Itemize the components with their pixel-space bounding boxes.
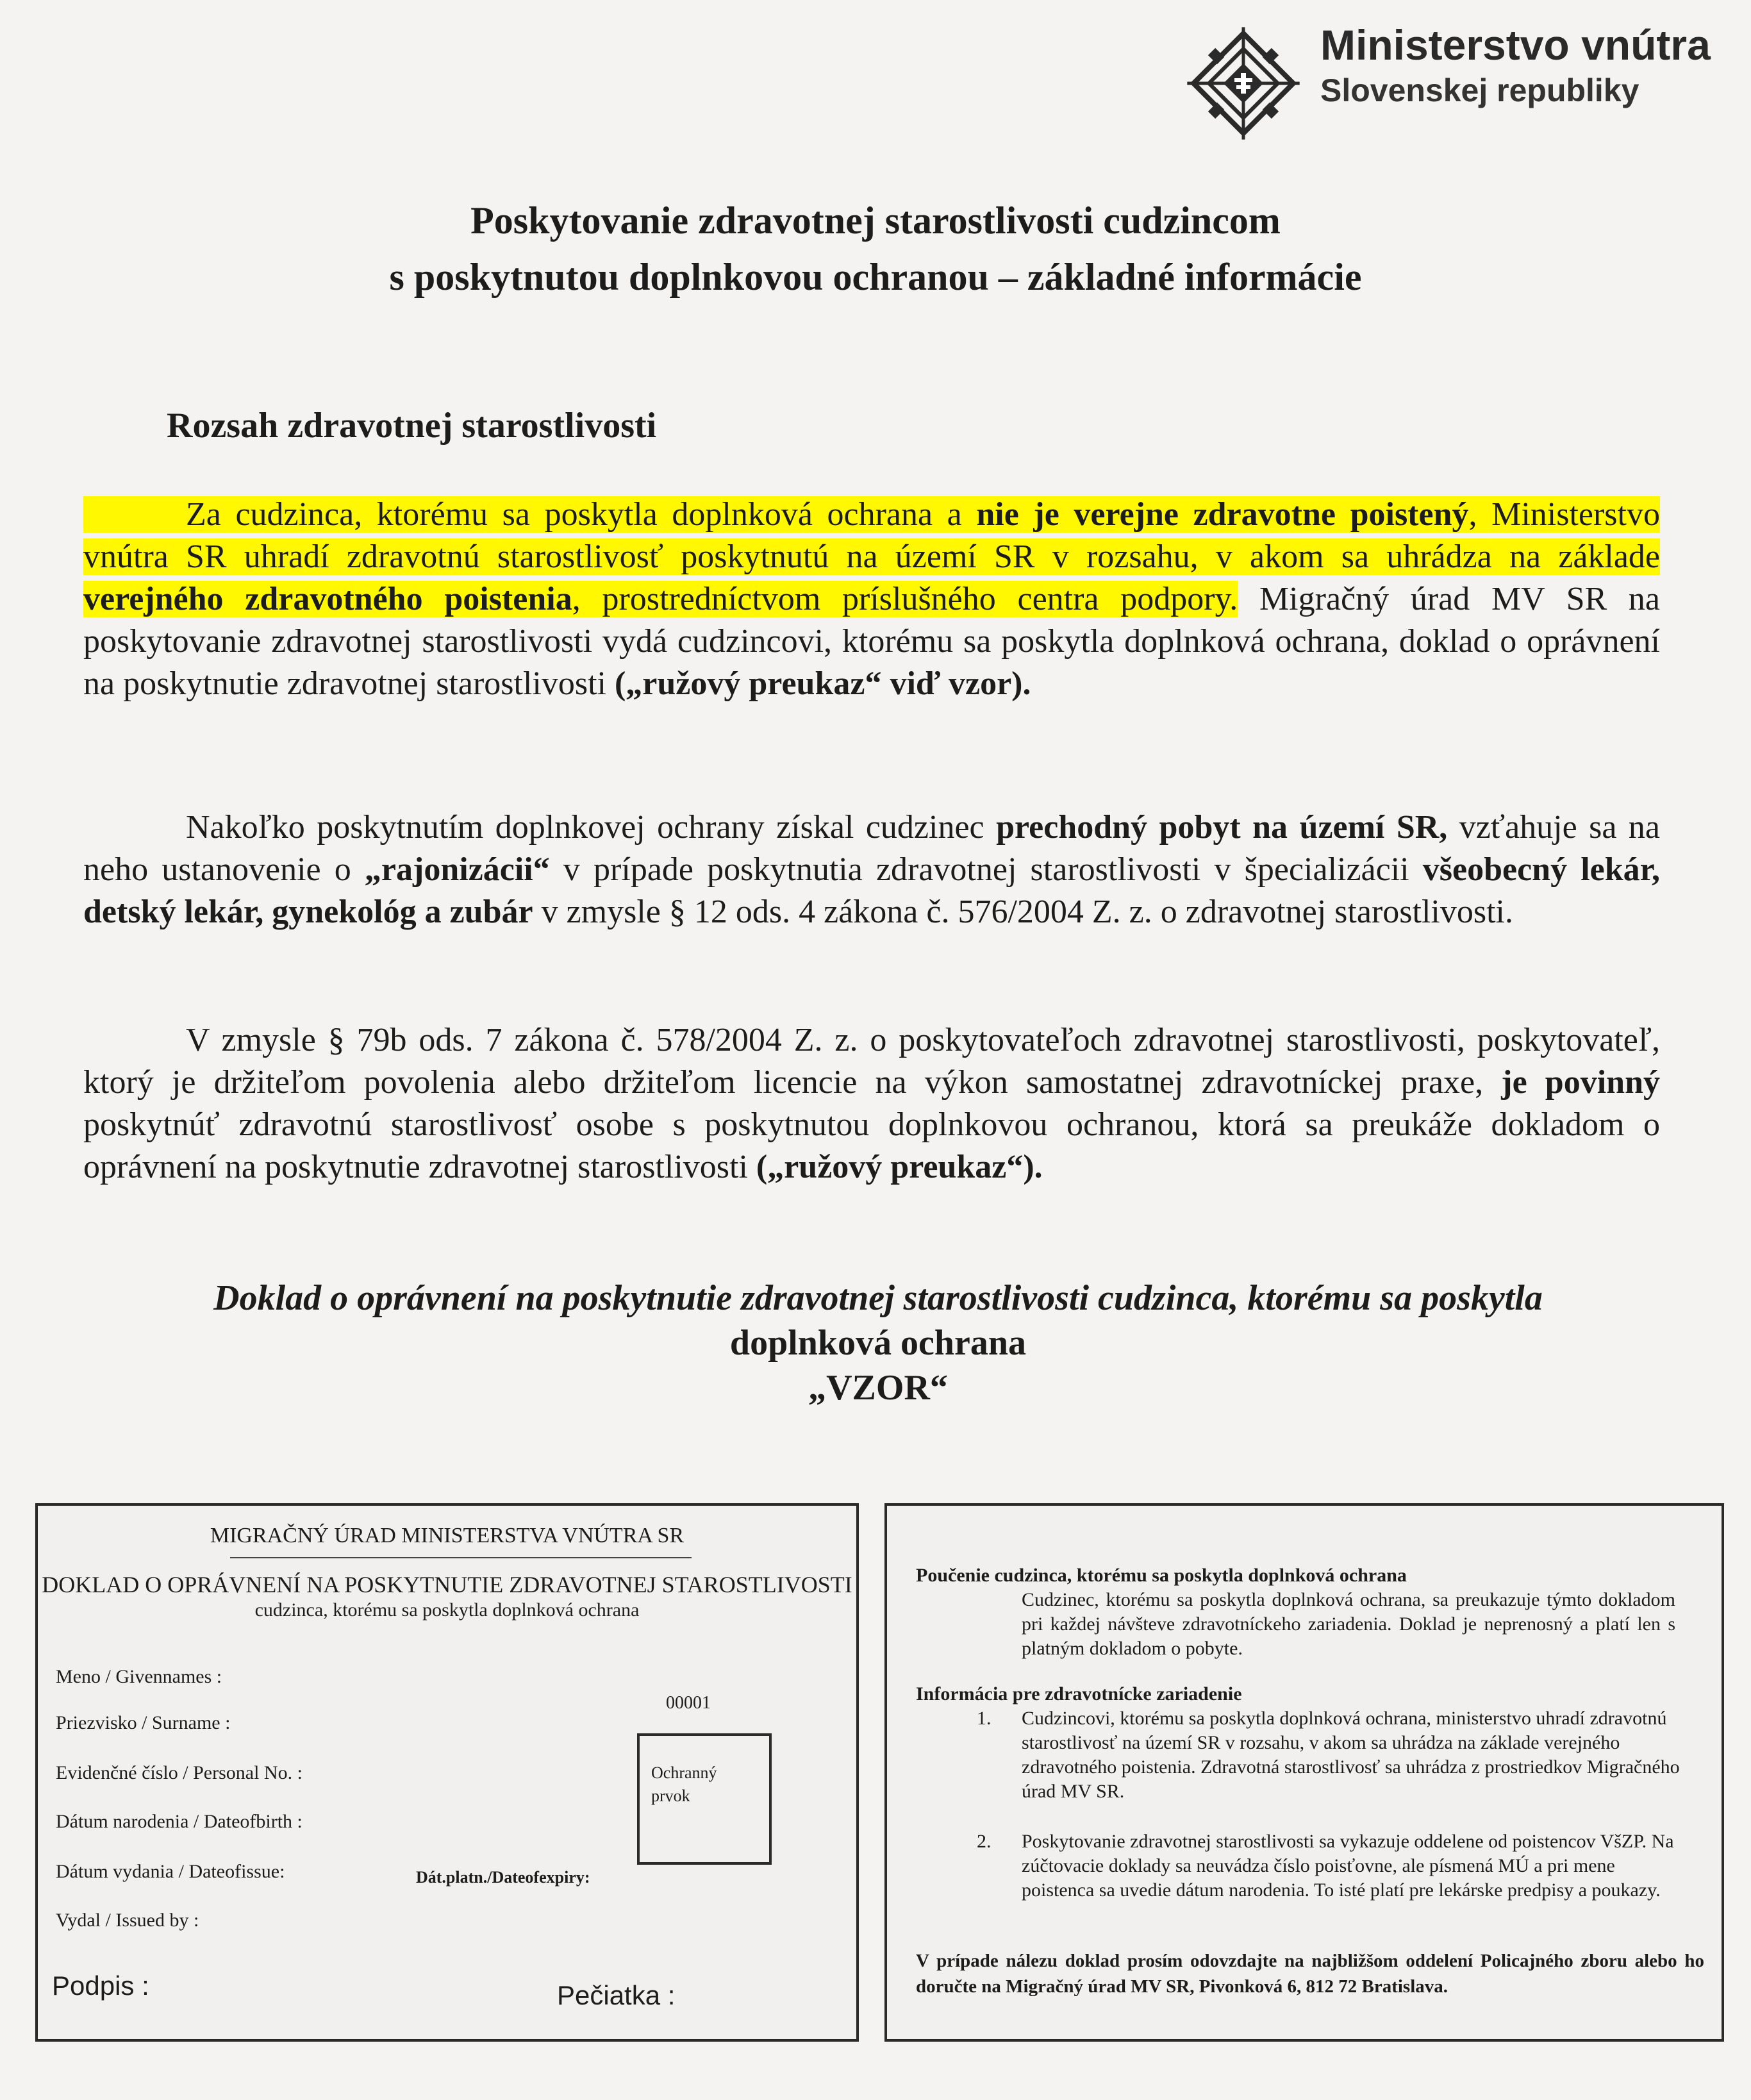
- section-heading: Rozsah zdravotnej starostlivosti: [167, 406, 657, 446]
- card-document-title: DOKLAD O OPRÁVNENÍ NA POSKYTNUTIE ZDRAVOTNEJ STAROSTLIVOSTI: [42, 1572, 852, 1597]
- highlighted-sentence: Za cudzinca, ktorému sa poskytla doplnková ochrana a nie je verejne zdravotne poistený, Ministerstvo vnútra SR uhradí zdravotnú starostlivosť poskytnutú na území SR v rozsahu, v akom sa uhrádza na základe verejného zdravotného poistenia, prostredníctvom príslušného centra podpory.: [83, 496, 1660, 617]
- facility-info-item-2: Poskytovanie zdravotnej starostlivosti sa vykazuje oddelene od poistencov VšZP. Na zúčtovacie doklady sa neuvádza číslo poisťovne, ale písmená MÚ a pri mene poistenca sa uvedie dátum narodenia. To isté platí pre lekárske predpisy a poukazy.: [1022, 1831, 1674, 1901]
- card-number: 00001: [666, 1693, 711, 1713]
- facility-info-item-1: Cudzincovi, ktorému sa poskytla doplnková ochrana, ministerstvo uhradí zdravotnú starostlivosť na území SR v rozsahu, v akom sa uhrádza na základe verejného zdravotného poistenia. Zdravotná starostlivosť sa uhrádza z prostriedkov Migračného úrad MV SR.: [1022, 1708, 1680, 1802]
- paragraph-scope: Za cudzinca, ktorému sa poskytla doplnková ochrana a nie je verejne zdravotne poistený, Ministerstvo vnútra SR uhradí zdravotnú starostlivosť poskytnutú na území SR v rozsahu, v akom sa uhrádza na základe verejného zdravotného poistenia, prostredníctvom príslušného centra podpory. Migračný úrad MV SR na poskytovanie zdravotnej starostlivosti vydá cudzincovi, ktorému sa poskytla doplnková ochrana, doklad o oprávnení na poskytnutie zdravotnej starostlivosti („ružový preukaz“ viď vzor).: [83, 496, 1660, 702]
- page-title-line-2: s poskytnutou doplnkovou ochranou – základné informácie: [389, 256, 1362, 298]
- card-divider: [230, 1557, 692, 1558]
- field-date-of-expiry: Dát.platn./Dateofexpiry:: [416, 1868, 590, 1887]
- facility-info-number-2: 2.: [977, 1831, 992, 1852]
- paragraph-rajonizacia: Nakoľko poskytnutím doplnkovej ochrany získal cudzinec prechodný pobyt na území SR, vzťahuje sa na neho ustanovenie o „rajonizácii“ v prípade poskytnutia zdravotnej starostlivosti v špecializácii všeobecný lekár, detský lekár, gynekológ a zubár v zmysle § 12 ods. 4 zákona č. 576/2004 Z. z. o zdravotnej starostlivosti.: [83, 809, 1661, 930]
- facility-info-number-1: 1.: [977, 1708, 992, 1729]
- field-date-of-birth: Dátum narodenia / Dateofbirth :: [56, 1811, 303, 1832]
- lost-card-notice: V prípade nálezu doklad prosím odovzdajte na najbližšom oddelení Policajného zboru alebo ho doručte na Migračný úrad MV SR, Pivonková 6, 812 72 Bratislava.: [916, 1951, 1704, 1997]
- ministry-name: Ministerstvo vnútra: [1320, 21, 1711, 69]
- stamp-label: Pečiatka :: [557, 1980, 676, 2010]
- instructions-text: Cudzinec, ktorému sa poskytla doplnková ochrana, sa preukazuje týmto dokladom pri každej návšteve zdravotníckeho zariadenia. Doklad je neprenosný a platí len s platným dokladom o pobyte.: [1022, 1589, 1675, 1659]
- field-givenname: Meno / Givennames :: [56, 1666, 222, 1687]
- field-personal-no: Evidenčné číslo / Personal No. :: [56, 1762, 303, 1783]
- card-front-sample: [35, 1503, 859, 2042]
- card-back-sample: [884, 1503, 1724, 2042]
- facility-info-heading: Informácia pre zdravotnícke zariadenie: [916, 1683, 1242, 1704]
- card-document-subtitle: cudzinca, ktorému sa poskytla doplnková ochrana: [254, 1599, 640, 1621]
- signature-label: Podpis :: [52, 1971, 149, 2001]
- security-feature-label: Ochranný prvok: [651, 1763, 717, 1805]
- field-surname: Priezvisko / Surname :: [56, 1712, 231, 1733]
- card-agency: MIGRAČNÝ ÚRAD MINISTERSTVA VNÚTRA SR: [210, 1524, 685, 1547]
- ministry-subtitle: Slovenskej republiky: [1320, 72, 1639, 108]
- security-feature-box: [637, 1733, 772, 1865]
- ministry-logo: [1186, 26, 1301, 141]
- instructions-heading: Poučenie cudzinca, ktorému sa poskytla doplnková ochrana: [916, 1565, 1407, 1586]
- field-issued-by: Vydal / Issued by :: [56, 1910, 199, 1931]
- paragraph-obligation: V zmysle § 79b ods. 7 zákona č. 578/2004 Z. z. o poskytovateľoch zdravotnej starostlivosti, poskytovateľ, ktorý je držiteľom povolenia alebo držiteľom licencie na výkon samostatnej zdravotníckej praxe, je povinný poskytnúť zdravotnú starostlivosť osobe s poskytnutou doplnkovou ochranou, ktorá sa preukáže dokladom o oprávnení na poskytnutie zdravotnej starostlivosti („ružový preukaz“).: [83, 1022, 1660, 1185]
- sample-heading: Doklad o oprávnení na poskytnutie zdravotnej starostlivosti cudzinca, ktorému sa poskytla doplnková ochrana „VZOR“: [213, 1278, 1543, 1408]
- page-title-line-1: Poskytovanie zdravotnej starostlivosti cudzincom: [470, 199, 1281, 242]
- field-date-of-issue: Dátum vydania / Dateofissue:: [56, 1861, 285, 1882]
